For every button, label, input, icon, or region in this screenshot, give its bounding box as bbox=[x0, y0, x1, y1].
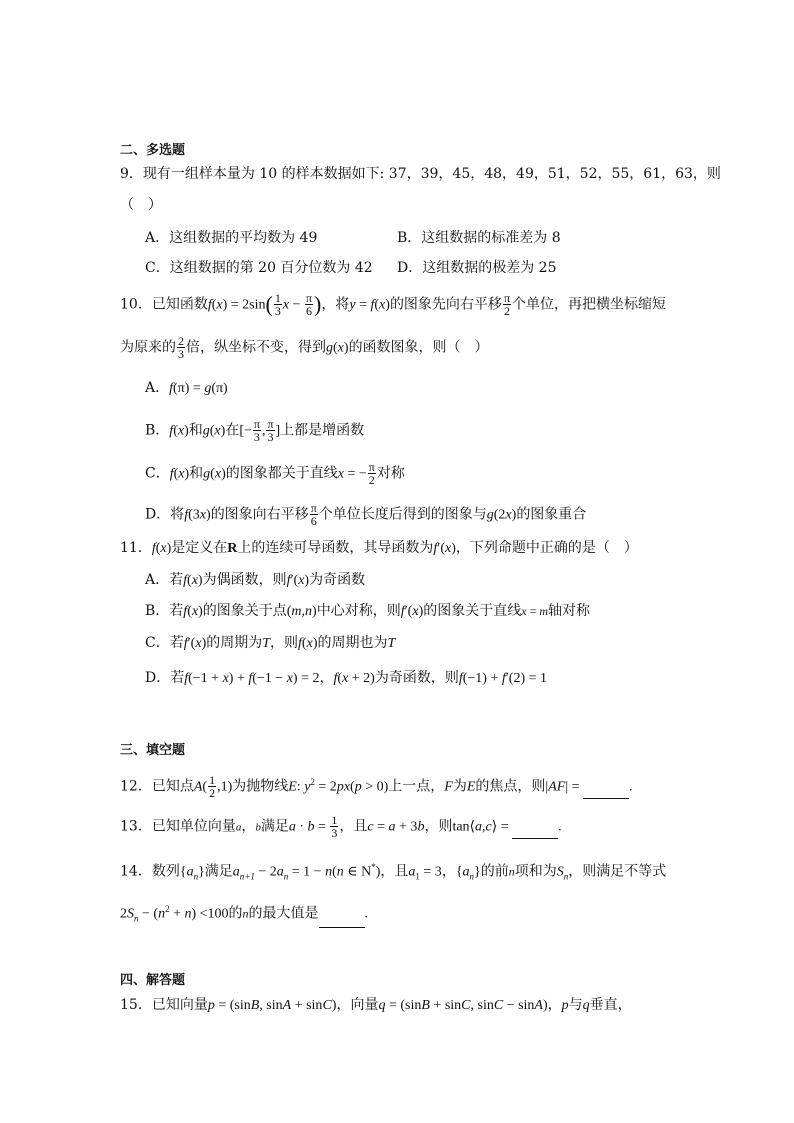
question-14-line1: 14．数列$\{a_n\}$满足$a_{n+1} - 2a_n = 1 - n(n$ ∈ N*)，且$a_1 = 3$，$\{a_n\}$的前n项和为$S_n$，则满足不等式 bbox=[120, 862, 667, 882]
section-title-solution: 四、解答题 bbox=[120, 973, 186, 988]
question-9-option-c: C．这组数据的第 20 百分位数为 42 bbox=[145, 260, 373, 276]
question-15: 15．已知向量p = (sinB, sinA + sinC)，向量q = (sinB + sinC, sinC − sinA)，p与q垂直， bbox=[120, 997, 632, 1013]
question-10-option-a: A．f(π) = g(π) bbox=[145, 380, 228, 396]
question-13: 13．已知单位向量a，b满足a · b = $\frac{1}{3}$ ，且c = a + 3b，则tan⟨a,c⟩ = . bbox=[120, 813, 562, 840]
question-11-stem: 11．f(x)是定义在R上的连续可导函数，其导函数为f′(x)，下列命题中正确的是（ ） bbox=[120, 540, 638, 556]
question-9-stem: 9．现有一组样本量为 10 的样本数据如下: 37，39，45，48，49，51，52，55，61，63，则 bbox=[120, 166, 721, 182]
section-title-multiple-choice: 二、多选题 bbox=[120, 143, 186, 158]
question-10-option-d: D．将f(3x)的图象向右平移 $\frac{\pi}{6}$ 个单位长度后得到的图象与g(2x)的图象重合 bbox=[145, 501, 587, 528]
question-9-option-b: B．这组数据的标准差为 8 bbox=[397, 230, 561, 246]
question-11-option-d: D．若f(−1 + x) + f(−1 − x) = 2，f(x + 2)为奇函数，则f(−1) + f′(2) = 1 bbox=[145, 670, 548, 686]
question-9-option-d: D．这组数据的极差为 25 bbox=[397, 260, 557, 276]
question-10-stem-line1: 10．已知函数f(x) = 2sin( $\frac{1}{3}$ x − $\frac{\pi}{6}$ )，将y = f(x)的图象先向右平移 $\frac{\pi}{2}$ 个单位，再把横坐标缩短 bbox=[120, 291, 666, 318]
question-11-option-a: A．若f(x)为偶函数，则f′(x)为奇函数 bbox=[145, 572, 366, 588]
question-10-option-b: B．f(x)和g(x)在[− $\frac{\pi}{3}$ , $\frac{\pi}{3}$ ]上都是增函数 bbox=[145, 417, 365, 444]
question-11-option-c: C．若f′(x)的周期为T，则f(x)的周期也为T bbox=[145, 635, 396, 651]
question-10-stem-line2: 为原来的 $\frac{2}{3}$ 倍，纵坐标不变，得到g(x)的函数图象，则（ ） bbox=[120, 334, 489, 361]
question-12: 12．已知点A( $\frac{1}{2}$ ,1)为抛物线E: $y^2 = 2px(p > 0)$上一点，F为E的焦点，则|AF| = . bbox=[120, 773, 633, 801]
question-11-option-b: B．若f(x)的图象关于点(m,n)中心对称，则f′(x)的图象关于直线x = m轴对称 bbox=[145, 603, 591, 619]
section-title-fill-in: 三、填空题 bbox=[120, 743, 186, 758]
question-9-option-a: A．这组数据的平均数为 49 bbox=[145, 230, 318, 246]
question-14-line2: $2S_n - (n^2 + n) <100$的n的最大值是 . bbox=[120, 899, 368, 928]
question-10-option-c: C．f(x)和g(x)的图象都关于直线x = − $\frac{\pi}{2}$ 对称 bbox=[145, 460, 405, 487]
question-9-paren: （ ） bbox=[120, 197, 162, 213]
